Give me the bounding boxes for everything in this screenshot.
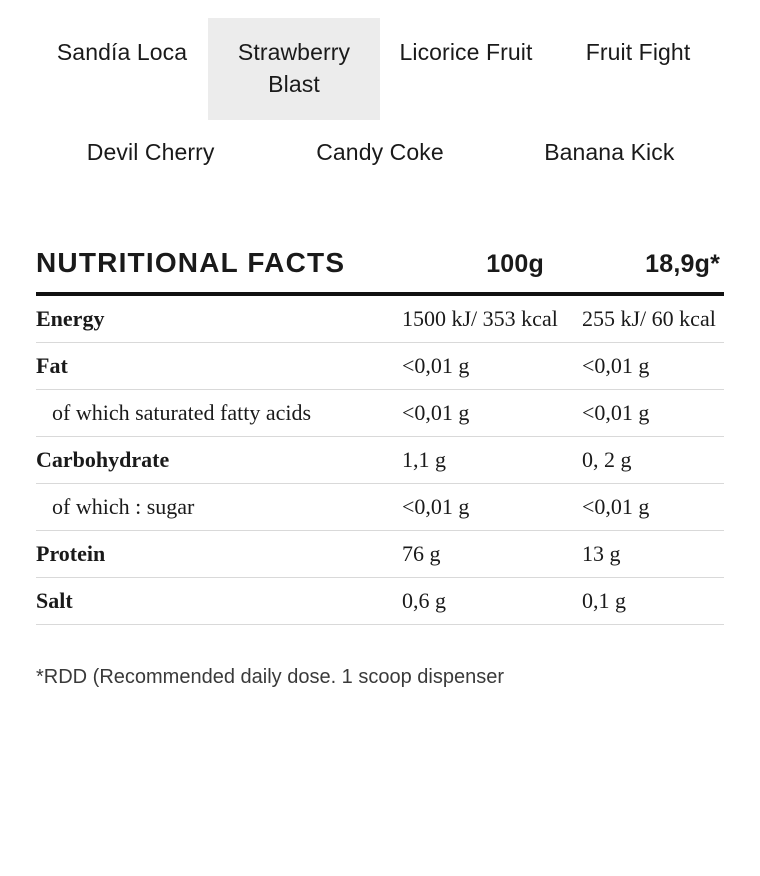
table-row: [36, 294, 724, 343]
flavour-tab-devil-cherry[interactable]: Devil Cherry: [86, 139, 215, 165]
flavour-tab-sandia-loca[interactable]: Sandía Loca: [56, 39, 188, 65]
row-value-fat-100g: <0,01 g: [402, 343, 582, 390]
row-label-sugar: of which : sugar: [36, 484, 402, 531]
flavour-tab-strawberry-blast[interactable]: Strawberry Blast: [208, 18, 380, 120]
row-value-carbohydrate-serving: 0, 2 g: [582, 437, 724, 484]
row-value-salt-serving: 0,1 g: [582, 578, 724, 625]
row-value-saturated-fat-serving: <0,01 g: [582, 390, 724, 437]
nutrition-table-header: [36, 246, 724, 292]
row-value-carbohydrate-100g: 1,1 g: [402, 437, 582, 484]
row-value-salt-100g: 0,6 g: [402, 578, 582, 625]
flavour-tab-candy-coke[interactable]: Candy Coke: [316, 139, 444, 165]
row-value-energy-serving: 255 kJ/ 60 kcal: [582, 294, 724, 343]
table-row: [36, 531, 724, 578]
table-row: [36, 390, 724, 437]
nutrition-facts-table: [36, 246, 724, 691]
row-value-sugar-serving: <0,01 g: [582, 484, 724, 531]
row-label-saturated-fat: of which saturated fatty acids: [36, 390, 402, 437]
row-value-sugar-100g: <0,01 g: [402, 484, 582, 531]
flavour-tab-fruit-fight[interactable]: Fruit Fight: [585, 39, 691, 65]
table-row: [36, 578, 724, 625]
row-label-carbohydrate: Carbohydrate: [36, 437, 402, 484]
row-label-fat: Fat: [36, 343, 402, 390]
row-label-salt: Salt: [36, 578, 402, 625]
row-value-protein-serving: 13 g: [582, 531, 724, 578]
column-header-100g: 100g: [486, 250, 544, 278]
table-row: [36, 343, 724, 390]
row-value-protein-100g: 76 g: [402, 531, 582, 578]
row-value-saturated-fat-100g: <0,01 g: [402, 390, 582, 437]
row-label-protein: Protein: [36, 531, 402, 578]
column-header-serving: 18,9g*: [645, 250, 720, 278]
rdd-footnote: *RDD (Recommended daily dose. 1 scoop dispenser: [36, 666, 505, 688]
row-value-energy-100g: 1500 kJ/ 353 kcal: [402, 294, 582, 343]
flavour-selector-row-2: [36, 126, 724, 186]
flavour-tab-licorice-fruit[interactable]: Licorice Fruit: [399, 39, 533, 65]
table-row: [36, 437, 724, 484]
flavour-selector-row-1: [36, 0, 724, 120]
nutrition-facts-title: NUTRITIONAL FACTS: [36, 247, 346, 278]
flavour-tab-banana-kick[interactable]: Banana Kick: [544, 139, 675, 165]
row-value-fat-serving: <0,01 g: [582, 343, 724, 390]
table-row: [36, 484, 724, 531]
facts-grid: [36, 292, 724, 625]
row-label-energy: Energy: [36, 294, 402, 343]
